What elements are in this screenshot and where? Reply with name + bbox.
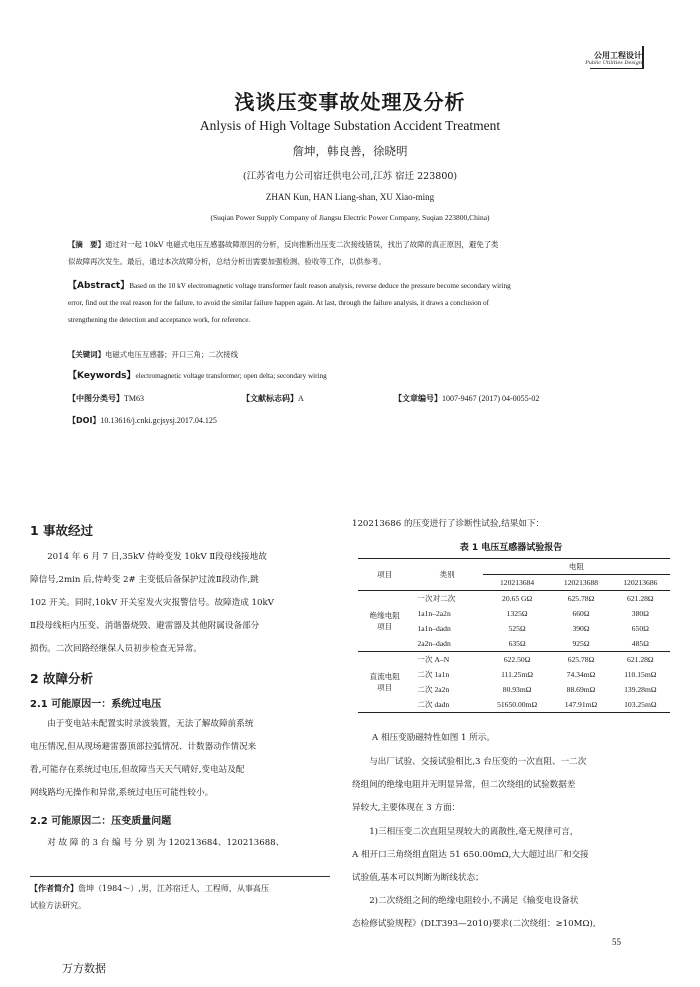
right-p2-line2: A 相开口三角绕组直阻达 51 650.00mΩ,大大超过出厂和交接 [352,850,589,860]
table-cell: 625.78Ω [567,655,595,664]
journal-name-en: Public Utilities Design [585,60,642,66]
abstract-en-line1: Based on the 10 kV electromagnetic voltage transformer fault reason analysis, reverse deduce the pressure become secondary wiring [129,282,511,290]
sec2-1-line4: 网线路均无操作和异常,系统过电压可能性较小。 [30,788,214,798]
keywords-en [68,368,640,385]
section-2-1-paragraph [30,713,330,805]
sec2-1-line1: 由于变电站未配置实时录波装置，无法了解故障前系统 [47,719,254,729]
abstract-cn [68,236,640,270]
group-dc-resistance: 直流电阻 项目 [358,652,411,713]
header-rule [590,68,642,69]
clc-value: TM63 [124,394,144,403]
keywords-cn-text: 电磁式电压互感器；开口三角；二次接线 [104,350,239,359]
right-paragraph-1 [352,751,670,820]
table-cell: 621.28Ω [627,655,654,664]
title-cn: 浅谈压变事故处理及分析 [234,90,466,114]
section-2-heading: 2 故障分析 [30,671,94,686]
table-cell: 二次 1a1n [417,670,450,679]
footnote-line2: 试验方法研究。 [30,901,86,910]
section-1-heading: 1 事故经过 [30,523,94,538]
table-cell: 二次 dadn [411,697,482,713]
figure-1-reference: A 相压变励磁特性如图 1 所示。 [372,733,495,743]
wanfang-watermark: 万方数据 [62,962,106,975]
footnote-label: 【作者简介】 [30,884,78,893]
table-header-item: 项目 [358,559,411,591]
table-cell: 80.93mΩ [502,685,532,694]
table-cell: 622.50Ω [503,655,531,664]
sec1-line4: Ⅱ段母线柜内压变、消谐器烧毁、避雷器及其他附属设备部分 [30,621,260,631]
right-p1-line1: 与出厂试验、交接试验相比,3 台压变的一次直阻、一二次 [369,757,587,767]
doi-value: 10.13616/j.cnki.gcjsysj.2017.04.125 [100,416,217,425]
sec2-2-line1: 对 故 障 的 3 台 编 号 分 别 为 120213684、120213688、 [47,838,285,848]
right-paragraph-2 [352,821,670,890]
table-header-col3: 120213686 [611,575,670,591]
sec1-line1: 2014 年 6 月 7 日,35kV 侍岭变发 10kV Ⅱ段母线接地故 [47,552,267,562]
table-cell: 147.91mΩ [551,697,610,713]
right-p2-line1: 1)三相压变二次直阻呈现较大的离散性,毫无规律可言， [369,827,579,837]
table-cell: 390Ω [572,624,590,633]
table-cell: 一次 A–N [417,655,450,664]
section-2-1-heading: 2.1 可能原因一：系统过电压 [30,699,162,710]
table-cell: 88.69mΩ [566,685,596,694]
doc-code-label: 【文献标志码】 [242,394,298,403]
right-p1-line2: 绕组间的绝缘电阻并无明显异常，但二次绕组的试验数据差 [352,780,576,790]
section-1-paragraph [30,546,330,661]
footnote-line1: 詹坤（1984～）,男，江苏宿迁人，工程师，从事高压 [78,884,269,893]
table-cell: 380Ω [631,609,649,618]
affiliation-cn: (江苏省电力公司宿迁供电公司,江苏 宿迁 223800) [242,171,458,182]
right-paragraph-3 [352,890,670,936]
table-cell: 2a2n–dadn [411,636,482,652]
abstract-en-line3: strengthening the detection and acceptance work, for reference. [68,316,251,324]
table-cell: 二次 2a2n [417,685,450,694]
sec1-line3: 102 开关。同时,10kV 开关室发火灾报警信号。故障造成 10kV [30,598,274,608]
header-vertical-bar [642,46,644,69]
table-cell: 635Ω [483,636,551,652]
table-cell: 1325Ω [506,609,528,618]
abstract-cn-line2: 似故障再次发生。最后，通过本次故障分析，总结分析出需要加强检测、验收等工作，以供参考。 [68,257,386,266]
keywords-cn-label: 【关键词】 [68,350,105,359]
table-cell: 485Ω [611,636,670,652]
table-cell: 111.25mΩ [501,670,534,679]
table-cell: 74.34mΩ [566,670,596,679]
table-cell: 20.65 GΩ [502,594,533,603]
table-cell: 650Ω [631,624,649,633]
table-header-category: 类别 [411,559,482,591]
abstract-en-label: 【Abstract】 [68,281,130,291]
right-p1-line3: 异较大,主要体现在 3 方面： [352,803,461,813]
classification-row [68,390,640,407]
sec2-1-line2: 电压情况,但从现场避雷器顶部拉弧情况、计数器动作情况来 [30,742,257,752]
title-en: Anlysis of High Voltage Substation Accident Treatment [199,118,501,133]
table-row [358,652,670,668]
sec2-1-line3: 看,可能存在系统过电压,但故障当天天气晴好,变电站及配 [30,765,245,775]
table-cell: 51650.00mΩ [483,697,551,713]
abstract-cn-label: 【摘 要】 [68,240,105,249]
abstract-en-line2: error, find out the real reason for the failure, to avoid the similar failure happen again. At last, through the failure analysis, it draws a conclusion of [68,299,490,307]
right-p3-line1: 2)二次绕组之间的绝缘电阻较小,不满足《输变电设备状 [369,896,579,906]
right-intro-line: 120213686 的压变进行了诊断性试验,结果如下： [352,519,545,529]
table-cell: 110.15mΩ [624,670,657,679]
table-cell: 621.28Ω [627,594,654,603]
section-2-2-heading: 2.2 可能原因二：压变质量问题 [30,816,172,827]
group-insulation: 绝缘电阻 项目 [358,591,411,652]
table-cell: 一次对二次 [417,594,456,603]
authors-cn: 詹坤，韩良善，徐晓明 [292,144,408,158]
page-number: 55 [612,937,621,947]
table-header-resistance: 电阻 [483,559,670,575]
article-number-label: 【文章编号】 [394,394,442,403]
table-cell: 925Ω [551,636,610,652]
table-cell: 625.78Ω [567,594,595,603]
table-cell: 103.25mΩ [611,697,670,713]
table-cell: 660Ω [572,609,590,618]
authors-en: ZHAN Kun, HAN Liang-shan, XU Xiao-ming [265,192,435,202]
sec1-line2: 障信号,2min 后,侍岭变 2# 主变低后备保护过流Ⅱ段动作,跳 [30,575,259,585]
article-number-value: 1007-9467 (2017) 04-0055-02 [442,394,540,403]
sec1-line5: 损伤。二次回路经继保人员初步检查无异常。 [30,644,202,654]
clc-label: 【中图分类号】 [68,394,124,403]
abstract-en [68,278,640,329]
doc-code-value: A [298,394,304,403]
table-cell: 525Ω [508,624,526,633]
table-header-col2: 120213688 [551,575,610,591]
table-cell: 1a1n–2a2n [417,609,451,618]
table-cell: 1a1n–dadn [417,624,451,633]
section-2-2-paragraph [30,832,330,855]
footnote-rule [30,876,330,877]
keywords-en-text: electromagnetic voltage transformer; open delta; secondary wiring [135,372,327,380]
author-bio-footnote [30,880,330,914]
doi-row [68,412,640,429]
table-cell: 139.28mΩ [624,685,657,694]
right-p2-line3: 试验值,基本可以判断为断线状态； [352,873,484,883]
keywords-en-label: 【Keywords】 [68,371,136,381]
journal-name-cn: 公用工程设计 [594,51,642,60]
right-p3-line2: 态检修试验规程》(DLT393—2010)要求(二次绕组：≥10MΩ), [352,919,596,929]
table-1-caption: 表 1 电压互感器试验报告 [459,543,563,553]
abstract-cn-line1: 通过对一起 10kV 电磁式电压互感器故障原因的分析，反向推断出压变二次接线错误，找出了故障的真正原因，避免了类 [104,240,499,249]
test-report-table [358,558,670,713]
affiliation-en: (Suqian Power Supply Company of Jiangsu Electric Power Company, Suqian 223800,China) [210,213,490,222]
table-row [358,591,670,607]
table-header-col1: 120213684 [483,575,551,591]
doi-label: 【DOI】 [68,416,101,425]
keywords-cn [68,346,640,363]
